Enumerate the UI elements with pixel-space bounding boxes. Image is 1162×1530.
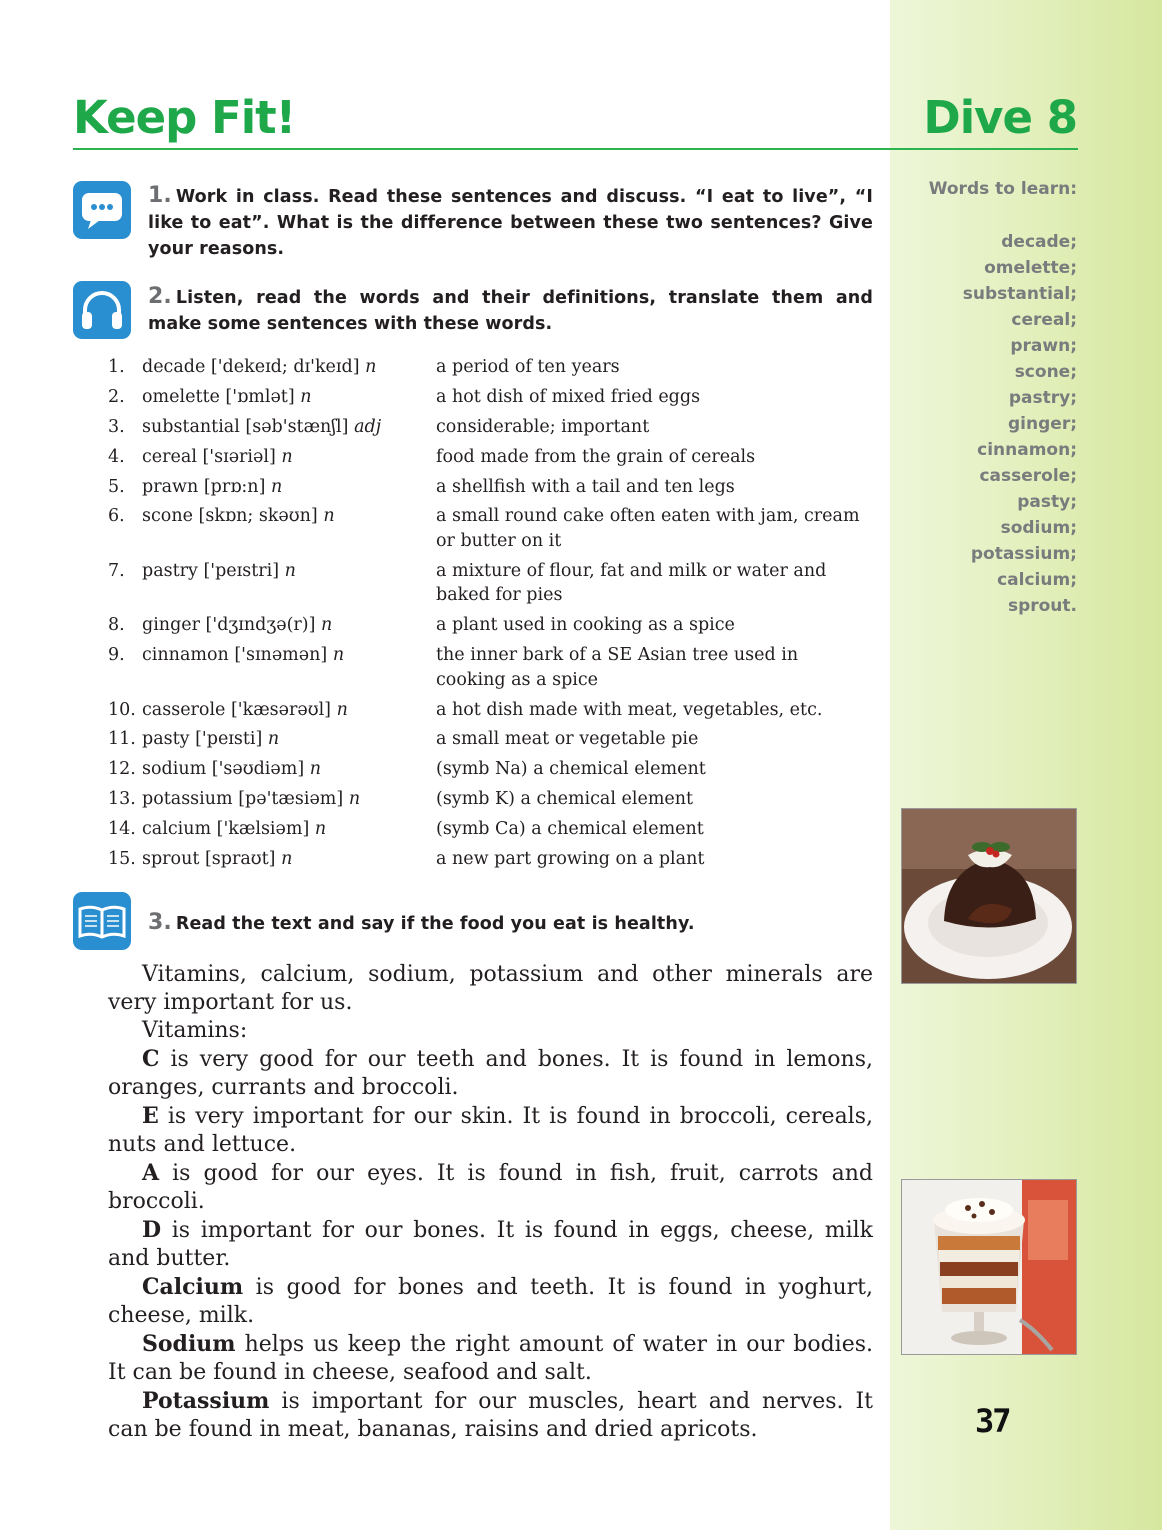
vocab-definition: a hot dish of mixed fried eggs: [436, 386, 701, 407]
vocab-number: 11.: [108, 729, 136, 750]
open-book-icon: [73, 892, 131, 950]
word-to-learn: cereal;: [1011, 310, 1077, 330]
reading-keyword: A: [142, 1160, 160, 1186]
page-title: Keep Fit!: [73, 91, 296, 144]
vocab-word: scone [skɒn; skəʊn] n: [142, 506, 335, 527]
vocab-number: 8.: [108, 615, 125, 636]
part-of-speech: adj: [354, 416, 382, 437]
vocab-number: 5.: [108, 476, 125, 497]
part-of-speech: n: [321, 615, 333, 636]
vocab-number: 9.: [108, 645, 125, 666]
word-to-learn: prawn;: [1010, 336, 1077, 356]
reading-keyword: C: [142, 1046, 160, 1072]
vocab-row: [108, 445, 873, 470]
exercise-2-instruction: 2. Listen, read the words and their definitions, translate them and make some sentences with these words.: [148, 284, 873, 334]
vocab-definition: a shellfish with a tail and ten legs: [436, 476, 735, 497]
vocab-word: prawn [prɒ:n] n: [142, 476, 283, 497]
reading-sentence: is very good for our teeth and bones. It is found in lemons, oranges, currants and broccoli.: [108, 1047, 873, 1100]
word-to-learn: substantial;: [962, 284, 1077, 304]
vocab-row: [108, 355, 873, 380]
part-of-speech: n: [365, 357, 377, 377]
reading-paragraph: [108, 1017, 873, 1045]
vocab-definition: (symb Na) a chemical element: [436, 759, 706, 780]
part-of-speech: n: [323, 506, 335, 527]
vocab-row: [108, 415, 873, 440]
vocab-definition: (symb Ca) a chemical element: [436, 819, 704, 840]
vocab-definition: a mixture of flour, fat and milk or water and baked for pies: [436, 560, 827, 606]
part-of-speech: n: [267, 729, 280, 750]
vocab-definition: a small round cake often eaten with jam, cream or butter on it: [436, 506, 860, 551]
word-to-learn: omelette;: [984, 258, 1077, 278]
word-to-learn: cinnamon;: [977, 440, 1077, 460]
part-of-speech: n: [348, 789, 361, 810]
dive-label: Dive 8: [923, 91, 1077, 144]
vocab-word: calcium ['kælsiəm] n: [142, 819, 327, 840]
vocab-row: [108, 698, 873, 723]
vocab-word: sodium ['səʊdiəm] n: [142, 759, 322, 780]
vocab-definition: considerable; important: [436, 416, 650, 437]
vocab-number: 7.: [108, 560, 125, 581]
vocab-word: sprout [spraʊt] n: [142, 848, 293, 869]
vocab-word: casserole ['kæsərəʊl] n: [142, 699, 348, 720]
words-to-learn-heading: Words to learn:: [928, 179, 1077, 199]
reading-paragraph: [108, 1045, 873, 1102]
vocab-word: cereal ['sɪəriəl] n: [142, 446, 293, 467]
speech-bubble-icon: [73, 181, 131, 239]
word-to-learn: scone;: [1014, 362, 1077, 382]
page-number: 37: [975, 1402, 1010, 1440]
words-to-learn-list: [963, 229, 1077, 619]
vocab-row: [108, 787, 873, 812]
reading-keyword: Potassium: [142, 1388, 270, 1414]
part-of-speech: n: [336, 699, 348, 720]
part-of-speech: n: [309, 759, 322, 780]
vocab-definition: a new part growing on a plant: [436, 848, 705, 869]
part-of-speech: n: [281, 848, 293, 869]
vocab-row: [108, 613, 873, 638]
vocab-definition: a hot dish made with meat, vegetables, etc.: [436, 699, 823, 720]
reading-paragraph: [108, 1216, 873, 1273]
reading-text: [108, 961, 873, 1444]
reading-paragraph: [108, 1330, 873, 1387]
part-of-speech: n: [281, 446, 293, 467]
word-to-learn: casserole;: [979, 466, 1077, 486]
vocab-definition: a small meat or vegetable pie: [436, 729, 699, 750]
reading-paragraph: [108, 1102, 873, 1159]
vocab-word: omelette ['ɒmlət] n: [142, 386, 312, 407]
vocab-number: 4.: [108, 446, 125, 467]
part-of-speech: n: [284, 560, 296, 581]
reading-sentence: is good for bones and teeth. It is found in yoghurt, cheese, milk.: [108, 1275, 873, 1328]
word-to-learn: pasty;: [1017, 492, 1077, 512]
reading-paragraph: [108, 961, 873, 1017]
reading-sentence: Vitamins, calcium, sodium, potassium and other minerals are very important for us.: [108, 962, 873, 1015]
reading-sentence: Vitamins:: [142, 1018, 248, 1043]
word-to-learn: pastry;: [1008, 388, 1077, 408]
vocabulary-list: [108, 355, 873, 877]
vocab-row: [108, 475, 873, 500]
vocab-row: [108, 504, 873, 553]
vocab-word: pastry ['peɪstri] n: [142, 560, 296, 581]
vocab-row: [108, 757, 873, 782]
word-to-learn: decade;: [1001, 232, 1077, 252]
vocab-definition: a period of ten years: [436, 357, 620, 377]
reading-paragraph: [108, 1273, 873, 1330]
reading-paragraph: [108, 1159, 873, 1216]
reading-keyword: D: [142, 1217, 162, 1243]
reading-sentence: helps us keep the right amount of water in our bodies. It can be found in cheese, seafood and salt.: [108, 1332, 873, 1385]
reading-sentence: is important for our bones. It is found in eggs, cheese, milk and butter.: [108, 1218, 873, 1271]
word-to-learn: sprout.: [1007, 596, 1077, 616]
vocab-row: [108, 727, 873, 752]
vocab-number: 2.: [108, 386, 125, 407]
word-to-learn: calcium;: [997, 570, 1077, 590]
part-of-speech: n: [332, 645, 345, 666]
vocab-definition: a plant used in cooking as a spice: [436, 615, 735, 636]
word-to-learn: sodium;: [1000, 518, 1077, 538]
exercise-3-instruction: 3. Read the text and say if the food you eat is healthy.: [148, 910, 695, 935]
vocab-number: 12.: [108, 759, 136, 780]
trifle-photo: [901, 1179, 1077, 1355]
vocab-row: [108, 817, 873, 842]
headphones-icon: [73, 281, 131, 339]
vocab-number: 3.: [108, 416, 125, 437]
vocab-number: 15.: [108, 848, 136, 869]
vocab-word: ginger ['dʒɪndʒə(r)] n: [142, 615, 333, 636]
reading-sentence: is important for our muscles, heart and nerves. It can be found in meat, bananas, raisins and dried apricots.: [108, 1389, 873, 1442]
word-to-learn: ginger;: [1008, 414, 1077, 434]
vocab-number: 6.: [108, 506, 125, 527]
vocab-number: 1.: [108, 357, 125, 377]
vocab-number: 10.: [108, 699, 136, 720]
vocab-row: [108, 847, 873, 872]
vocab-definition: the inner bark of a SE Asian tree used in cooking as a spice: [436, 645, 799, 690]
part-of-speech: n: [314, 819, 327, 840]
reading-keyword: Calcium: [142, 1274, 244, 1300]
part-of-speech: n: [270, 476, 283, 497]
vocab-number: 13.: [108, 789, 136, 810]
word-to-learn: potassium;: [970, 544, 1077, 564]
vocab-number: 14.: [108, 819, 136, 840]
vocab-word: substantial [səb'stænʃl] adj: [142, 416, 382, 437]
vocab-definition: food made from the grain of cereals: [436, 446, 756, 467]
exercise-1-instruction: 1. Work in class. Read these sentences and discuss. “I eat to live”, “I like to eat”. What is the difference between these two sentences? Give your reasons.: [148, 183, 873, 259]
vocab-word: potassium [pə'tæsiəm] n: [142, 789, 361, 810]
vocab-word: pasty ['peɪsti] n: [142, 729, 280, 750]
pudding-photo: [901, 808, 1077, 984]
reading-keyword: Sodium: [142, 1331, 236, 1357]
vocab-row: [108, 385, 873, 410]
reading-sentence: is very important for our skin. It is found in broccoli, cereals, nuts and lettuce.: [108, 1104, 873, 1157]
reading-paragraph: [108, 1387, 873, 1444]
part-of-speech: n: [300, 386, 312, 407]
vocab-row: [108, 559, 873, 608]
vocab-word: decade ['dekeɪd; dɪ'keɪd] n: [142, 357, 377, 377]
header-divider: [73, 148, 1078, 150]
reading-sentence: is good for our eyes. It is found in fish, fruit, carrots and broccoli.: [108, 1161, 873, 1214]
vocab-definition: (symb K) a chemical element: [436, 789, 694, 810]
vocab-word: cinnamon ['sɪnəmən] n: [142, 645, 345, 666]
reading-keyword: E: [142, 1103, 159, 1129]
vocab-row: [108, 643, 873, 692]
